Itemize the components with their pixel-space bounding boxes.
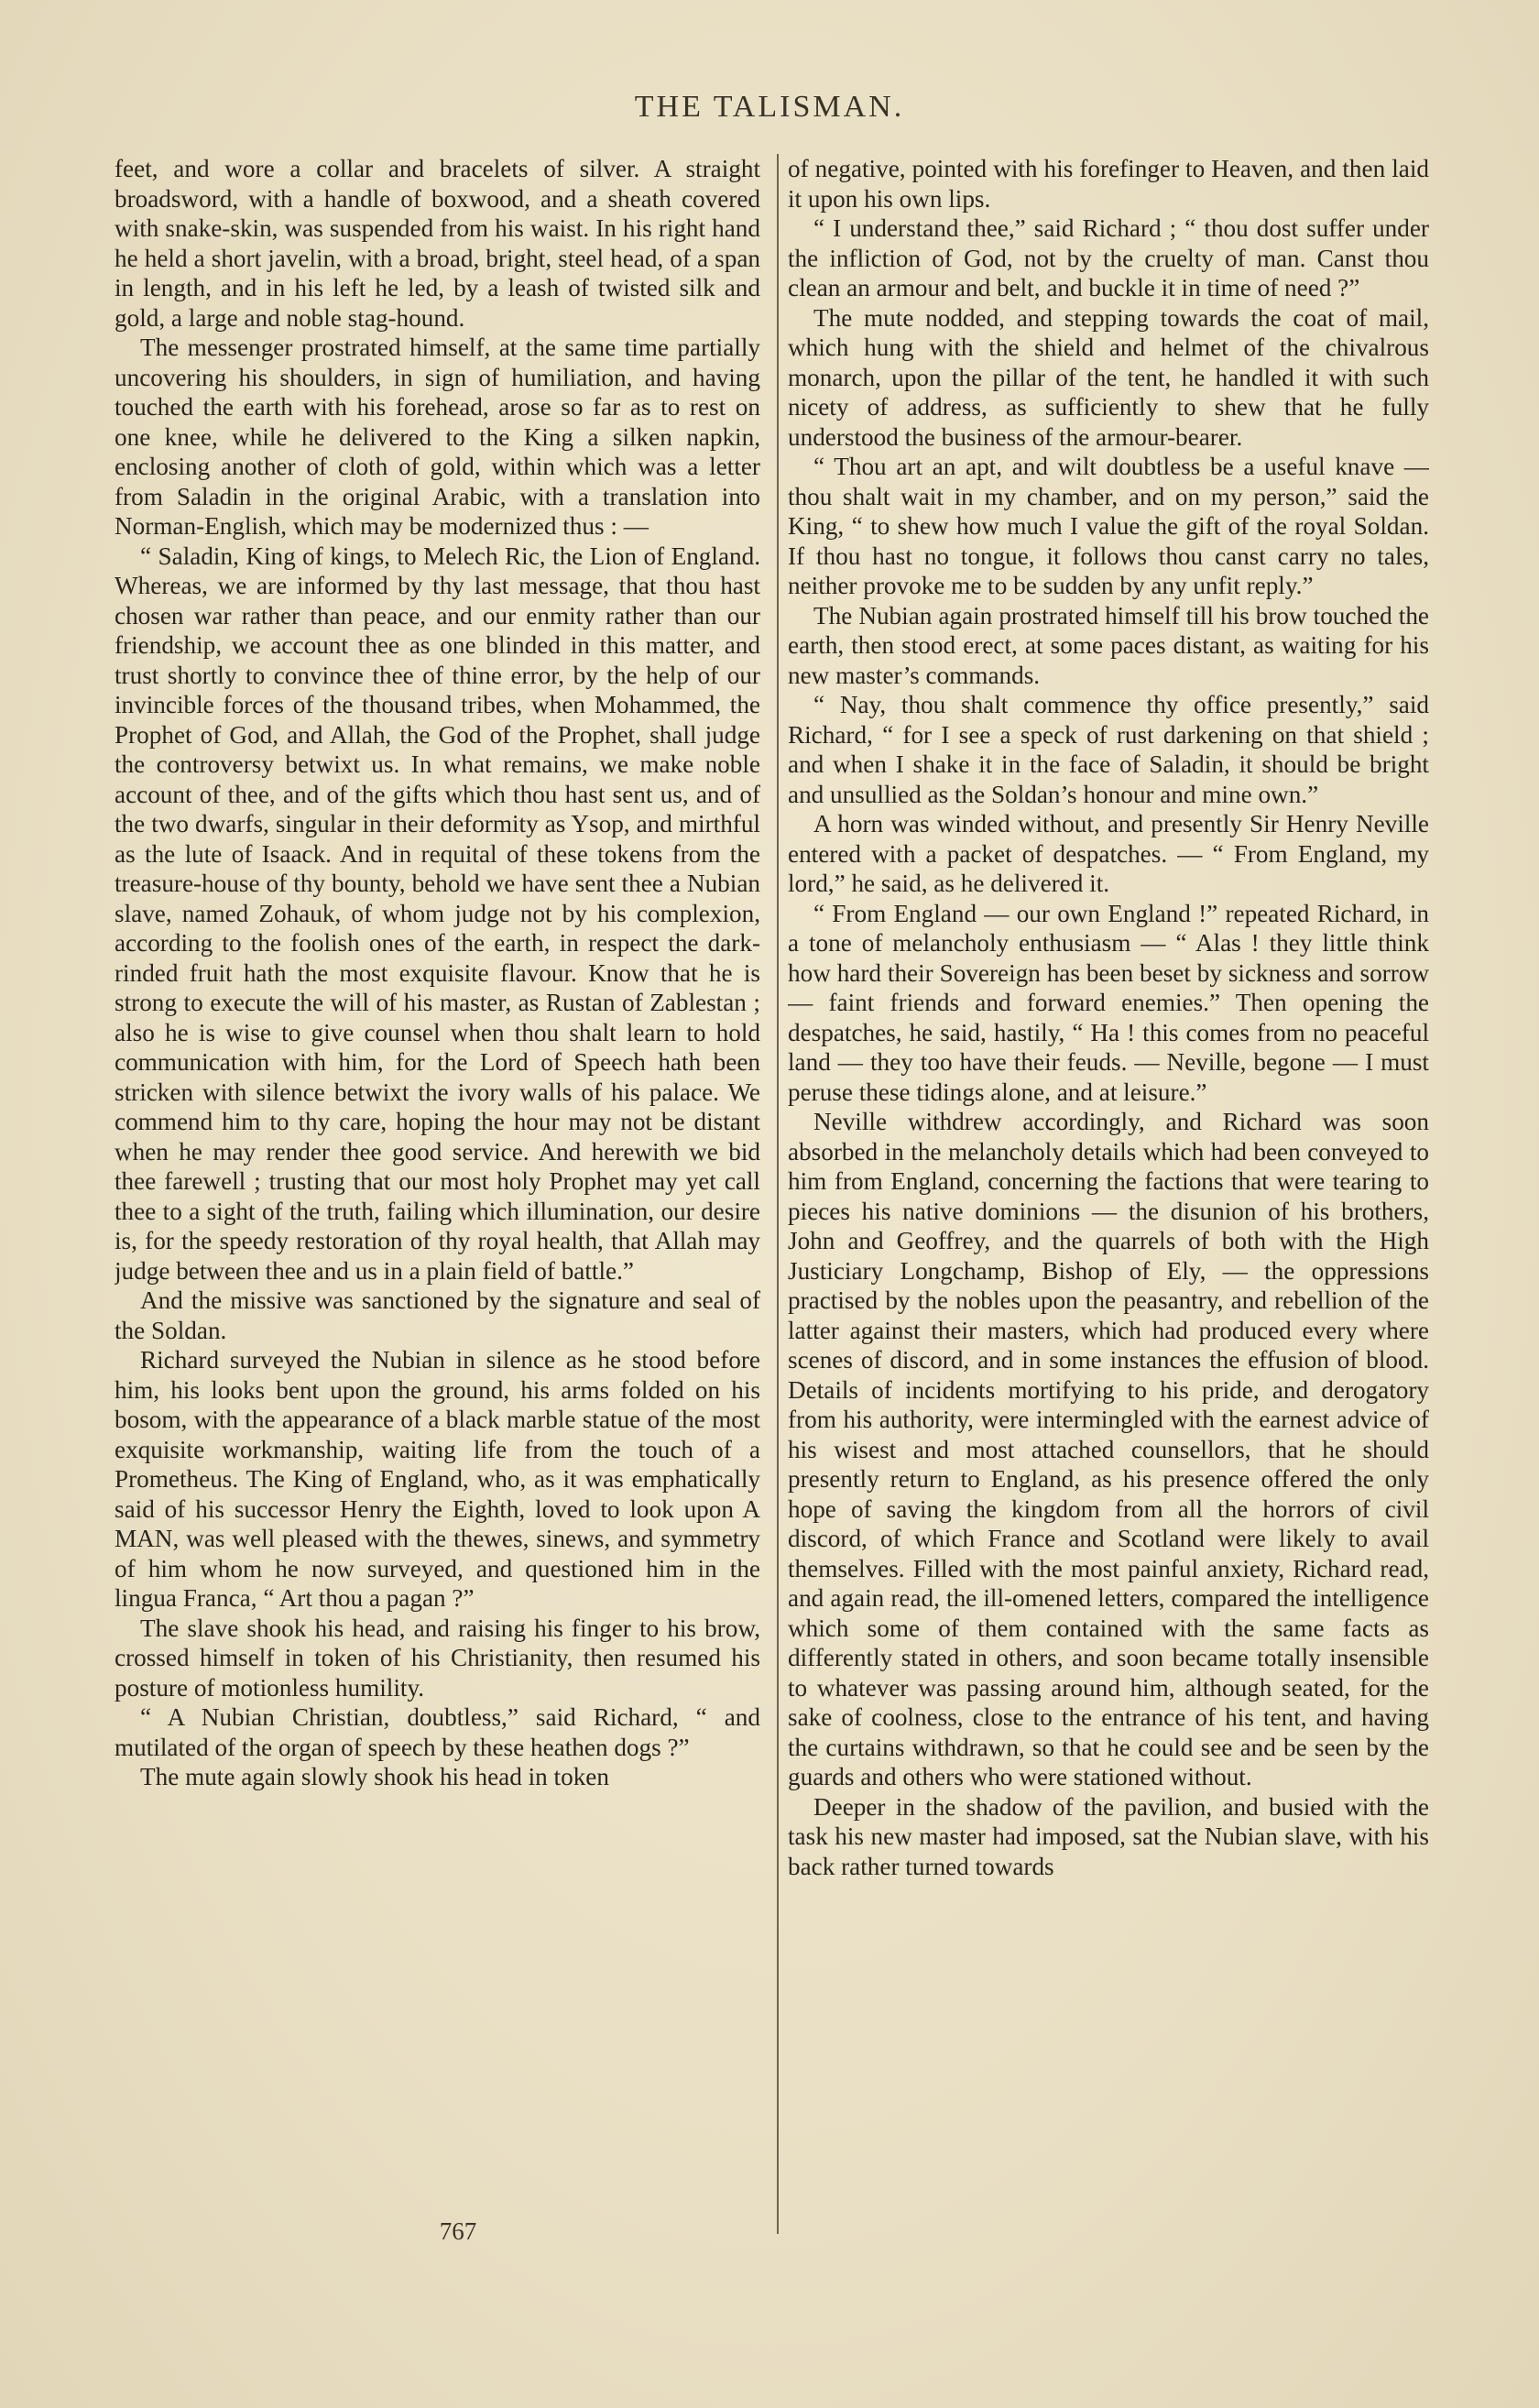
paragraph: “ I understand thee,” said Richard ; “ thou dost suffer under the infliction of God, not by the cruelty of man. Canst thou clean an armour and belt, and buckle it in time of need ?” bbox=[788, 214, 1429, 301]
paragraph: of negative, pointed with his forefinger to Heaven, and then laid it upon his own lips. bbox=[788, 155, 1429, 213]
paragraph: “ Saladin, King of kings, to Melech Ric, the Lion of England. Whereas, we are informed by thy last message, that thou hast chosen war rather than peace, and our enmity rather than our friendship, we account thee as one blinded in this matter, and trust shortly to convince thee of thine error, by the help of our invincible forces of the thousand tribes, when Mohammed, the Prophet of God, and Allah, the God of the Prophet, shall judge the controversy betwixt us. In what remains, we make noble account of thee, and of the gifts which thou hast sent us, and of the two dwarfs, singular in their deformity as Ysop, and mirthful as the lute of Isaack. And in requital of these tokens from the treasure-house of thy bounty, behold we have sent thee a Nubian slave, named Zohauk, of whom judge not by his complexion, according to the foolish ones of the earth, in respect the dark-rinded fruit hath the most exquisite flavour. Know that he is strong to execute the will of his master, as Rustan of Zablestan ; also he is wise to give counsel when thou shalt learn to hold communication with him, for the Lord of Speech hath been stricken with silence betwixt the ivory walls of his palace. We commend him to thy care, hoping the hour may not be distant when he may render thee good service. And herewith we bid thee farewell ; trusting that our most holy Prophet may yet call thee to a sight of the truth, failing which illumination, our desire is, for the speedy restoration of thy royal health, that Allah may judge between thee and us in a plain field of battle.” bbox=[115, 542, 760, 1285]
right-column bbox=[788, 154, 1429, 2197]
page-number: 767 bbox=[439, 2217, 477, 2245]
paragraph: “ Thou art an apt, and wilt doubtless be a useful knave — thou shalt wait in my chamber, and on my person,” said the King, “ to shew how much I value the gift of the royal Soldan. If thou hast no tongue, it follows thou canst carry no tales, neither provoke me to be sudden by any unfit reply.” bbox=[788, 453, 1429, 599]
paragraph: Deeper in the shadow of the pavilion, and busied with the task his new master had imposed, sat the Nubian slave, with his back rather turned towards bbox=[788, 1792, 1429, 1880]
paragraph: “ Nay, thou shalt commence thy office presently,” said Richard, “ for I see a speck of rust darkening on that shield ; and when I shake it in the face of Saladin, it should be bright and unsullied as the Soldan’s honour and mine own.” bbox=[788, 691, 1429, 808]
paragraph: The slave shook his head, and raising his finger to his brow, crossed himself in token of his Christianity, then resumed his posture of motionless humility. bbox=[115, 1614, 760, 1702]
paragraph: A horn was winded without, and presently Sir Henry Neville entered with a packet of despatches. — “ From England, my lord,” he said, as he delivered it. bbox=[788, 810, 1429, 897]
paragraph: The Nubian again prostrated himself till his brow touched the earth, then stood erect, at some paces distant, as waiting for his new master’s commands. bbox=[788, 601, 1429, 689]
paragraph: The messenger prostrated himself, at the same time partially uncovering his shoulders, in sign of humiliation, and having touched the earth with his forehead, arose so far as to rest on one knee, while he delivered to the King a silken napkin, enclosing another of cloth of gold, within which was a letter from Saladin in the original Arabic, with a translation into Norman-English, which may be modernized thus : — bbox=[115, 334, 760, 540]
paragraph: And the missive was sanctioned by the signature and seal of the Soldan. bbox=[115, 1286, 760, 1344]
paragraph: Neville withdrew accordingly, and Richard was soon absorbed in the melancholy details which had been conveyed to him from England, concerning the factions that were tearing to pieces his native dominions — the disunion of his brothers, John and Geoffrey, and the quarrels of both with the High Justiciary Longchamp, Bishop of Ely, — the oppressions practised by the nobles upon the peasantry, and rebellion of the latter against their masters, which had produced every where scenes of discord, and in some instances the effusion of blood. Details of incidents mortifying to his pride, and derogatory from his authority, were intermingled with the earnest advice of his wisest and most attached counsellors, that he should presently return to England, as his presence offered the only hope of saving the kingdom from all the horrors of civil discord, of which France and Scotland were likely to avail themselves. Filled with the most painful anxiety, Richard read, and again read, the ill-omened letters, compared the intelligence which some of them contained with the same facts as differently stated in others, and soon became totally insensible to whatever was passing around him, although seated, for the sake of coolness, close to the entrance of his tent, and having the curtains withdrawn, so that he could see and be seen by the guards and others who were stationed without. bbox=[788, 1108, 1429, 1790]
paragraph: feet, and wore a collar and bracelets of silver. A straight broadsword, with a handle of boxwood, and a sheath covered with snake-skin, was suspended from his waist. In his right hand he held a short javelin, with a broad, bright, steel head, of a span in length, and in his left he led, by a leash of twisted silk and gold, a large and noble stag-hound. bbox=[115, 155, 760, 332]
paragraph: The mute nodded, and stepping towards the coat of mail, which hung with the shield and helmet of the chivalrous monarch, upon the pillar of the tent, he handled it with such nicety of address, as sufficiently to shew that he fully understood the business of the armour-bearer. bbox=[788, 303, 1429, 451]
paragraph: “ From England — our own England !” repeated Richard, in a tone of melancholy enthusiasm — “ Alas ! they little think how hard their Sovereign has been beset by sickness and sorrow — faint friends and forward enemies.” Then opening the despatches, he said, hastily, “ Ha ! this comes from no peaceful land — they too have their feuds. — Neville, begone — I must peruse these tidings alone, and at leisure.” bbox=[788, 899, 1429, 1106]
column-divider bbox=[777, 154, 779, 2234]
paragraph: The mute again slowly shook his head in token bbox=[140, 1763, 609, 1790]
running-header: THE TALISMAN. bbox=[634, 90, 905, 124]
paragraph: Richard surveyed the Nubian in silence as he stood before him, his looks bent upon the ground, his arms folded on his bosom, with the appearance of a black marble statue of the most exquisite workmanship, waiting life from the touch of a Prometheus. The King of England, who, as it was emphatically said of his successor Henry the Eighth, loved to look upon A MAN, was well pleased with the thewes, sinews, and symmetry of him whom he now surveyed, and questioned him in the lingua Franca, “ Art thou a pagan ?” bbox=[115, 1346, 760, 1612]
left-column bbox=[115, 154, 760, 2197]
paragraph: “ A Nubian Christian, doubtless,” said Richard, “ and mutilated of the organ of speech by these heathen dogs ?” bbox=[115, 1703, 760, 1761]
